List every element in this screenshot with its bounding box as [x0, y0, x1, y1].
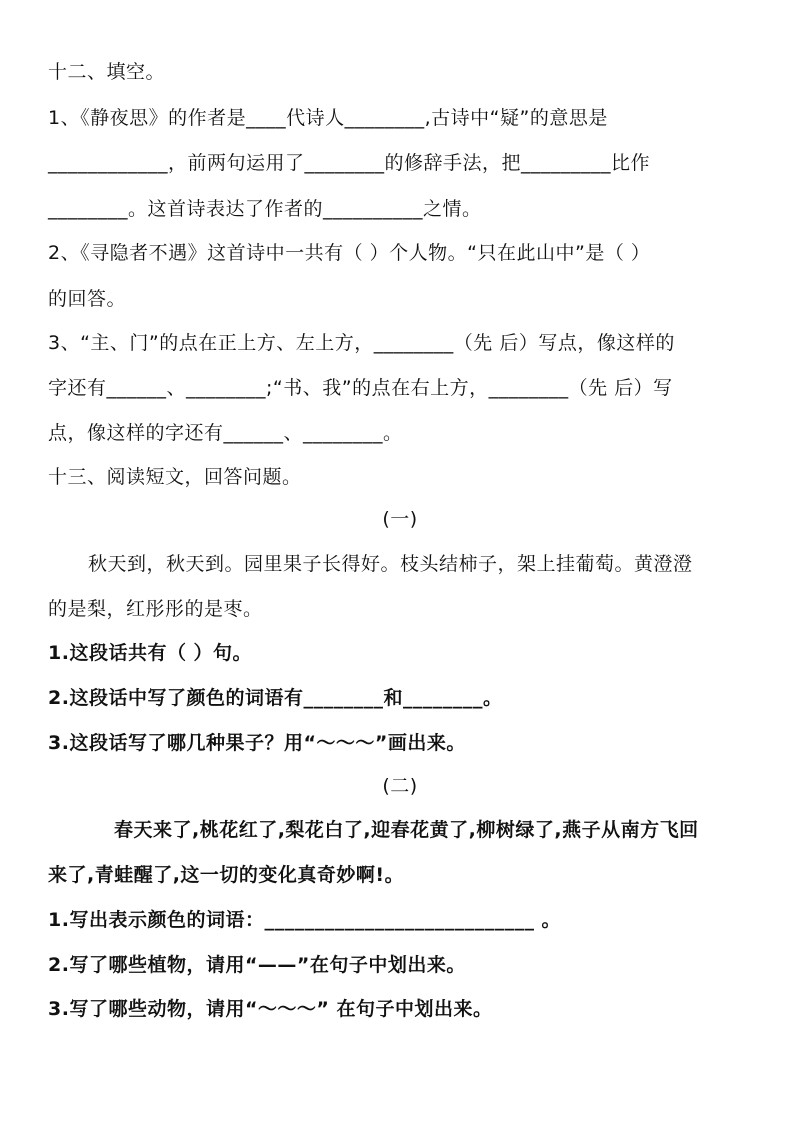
part-1-question-3: 3.这段话写了哪几种果子？用“～～～”画出来。	[48, 732, 466, 754]
question-2-line-2: 的回答。	[48, 288, 127, 310]
part-2-paragraph-line-1: 春天来了,桃花红了,梨花白了,迎春花黄了,柳树绿了,燕子从南方飞回	[114, 819, 699, 841]
part-2-question-3: 3.写了哪些动物，请用“～～～” 在句子中划出来。	[48, 998, 493, 1020]
section-13-title: 十三、阅读短文，回答问题。	[48, 466, 302, 488]
question-1-line-2: ____________，前两句运用了________的修辞手法，把_________比作	[48, 152, 651, 174]
question-3-line-1: 3、“主、门”的点在正上方、左上方，________（先 后）写点，像这样的	[48, 332, 675, 354]
question-3-line-2: 字还有______、________;“书、我”的点在右上方，________（先 后）写	[48, 377, 673, 399]
question-3-line-3: 点，像这样的字还有______、________。	[48, 422, 403, 444]
part-1-paragraph-line-1: 秋天到，秋天到。园里果子长得好。枝头结柿子，架上挂葡萄。黄澄澄	[88, 553, 693, 575]
part-1-question-1: 1.这段话共有（ ）句。	[48, 642, 253, 664]
part-1-question-2: 2.这段话中写了颜色的词语有________和________。	[48, 687, 503, 709]
part-1-heading: (一)	[382, 508, 418, 530]
section-12-title: 十二、填空。	[48, 61, 166, 83]
part-2-paragraph-line-2: 来了,青蛙醒了,这一切的变化真奇妙啊!。	[48, 864, 405, 886]
question-1-line-1: 1、《静夜思》的作者是____代诗人________,古诗中“疑”的意思是	[48, 107, 608, 129]
part-1-paragraph-line-2: 的是梨，红彤彤的是枣。	[48, 598, 263, 620]
question-2-line-1: 2、《寻隐者不遇》这首诗中一共有（ ）个人物。“只在此山中”是（ ）	[48, 242, 651, 264]
part-2-question-2: 2.写了哪些植物，请用“——”在句子中划出来。	[48, 954, 466, 976]
part-2-question-1: 1.写出表示颜色的词语：___________________________ 。	[48, 909, 562, 931]
part-2-heading: (二)	[382, 775, 418, 797]
question-1-line-3: ________。这首诗表达了作者的__________之情。	[48, 198, 482, 220]
